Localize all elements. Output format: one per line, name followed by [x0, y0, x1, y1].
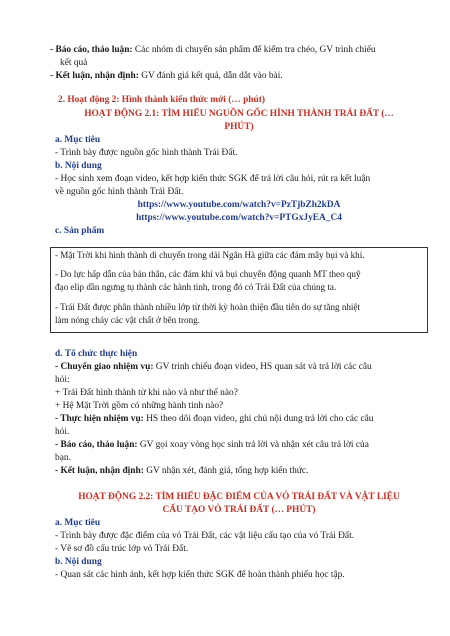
task-assignment-line-2: hỏi:	[55, 375, 70, 385]
conclusion-line	[55, 465, 308, 477]
intro-line-1	[50, 44, 376, 56]
activity-2-2-content-text: - Quan sát các hình ảnh, kết hợp kiến thức SGK để hoàn thành phiếu học tập.	[55, 570, 345, 580]
activity-2-2-objective-text-1: - Trình bày được đặc điểm của vỏ Trái Đất, các vật liệu cấu tạo của vỏ Trái Đất.	[55, 531, 355, 541]
report-label: - Báo cáo, thảo luận:	[55, 440, 138, 450]
task-assignment-label: - Chuyển giao nhiệm vụ:	[55, 362, 154, 372]
conclusion-label: - Kết luận, nhận định:	[55, 466, 144, 476]
activity-2-1-title-line-1: HOẠT ĐỘNG 2.1: TÌM HIỂU NGUỒN GỐC HÌNH THÀNH TRÁI ĐẤT (…	[84, 109, 394, 119]
intro-conclusion-label: - Kết luận, nhận định:	[50, 71, 139, 81]
objective-text: - Trình bày được nguồn gốc hình thành Trái Đất.	[55, 148, 238, 158]
intro-line-3	[50, 70, 283, 82]
activity-2-2-content-label: b. Nội dung	[55, 557, 102, 567]
intro-report-text: Các nhóm di chuyển sản phẩm để kiểm tra chéo, GV trình chiếu	[132, 45, 376, 55]
organization-label: d. Tổ chức thực hiện	[55, 349, 138, 359]
activity-2-1-title-line-2: PHÚT)	[224, 122, 254, 132]
product-line-2a: - Do lực hấp dẫn của bản thân, các đám khí và bụi chuyển động quanh MT theo quỹ	[55, 269, 361, 279]
question-2: + Hệ Mặt Trời gồm có những hành tinh nào?	[55, 401, 224, 411]
report-line	[55, 439, 369, 451]
product-line-3b: làm nóng chảy các vật chất ở bên trong.	[55, 315, 200, 325]
activity-2-2-title-line-2: CẤU TẠO VỎ TRÁI ĐẤT (… PHÚT)	[162, 505, 316, 515]
product-line-2b: đạo elip dần ngưng tụ thành các hành tinh, trong đó có Trái Đất của chúng ta.	[55, 282, 337, 292]
question-1: + Trái Đất hình thành từ khi nào và như thế nào?	[55, 388, 238, 398]
task-assignment-line	[55, 361, 372, 373]
task-execution-line	[55, 413, 373, 425]
product-line-1: - Mặt Trời khi hình thành di chuyển trong dải Ngân Hà giữa các đám mây bụi và khí.	[55, 250, 365, 260]
intro-line-2: kết quả	[60, 58, 88, 68]
content-text-1: - Học sinh xem đoạn video, kết hợp kiến thức SGK để trả lời câu hỏi, rút ra kết luận	[55, 174, 371, 184]
intro-report-label: - Báo cáo, thảo luận:	[50, 45, 133, 55]
report-line-2: bạn.	[55, 453, 71, 463]
task-execution-text: HS theo dõi đoạn video, ghi chú nội dung trả lời cho các câu	[143, 414, 374, 424]
activity-2-2-objective-label: a. Mục tiêu	[55, 518, 101, 528]
video-link-1[interactable]: https://www.youtube.com/watch?v=PzTjbZh2kDA	[137, 200, 341, 210]
content-text-2: về nguồn gốc hình thành Trái Đất.	[55, 187, 184, 197]
product-line-3a: - Trái Đất được phân thành nhiều lớp từ thời kỳ hoàn thiện đầu tiên do sự tăng nhiệt	[55, 302, 361, 312]
objective-label: a. Mục tiêu	[55, 135, 101, 145]
conclusion-text: GV nhận xét, đánh giá, tổng hợp kiến thức.	[143, 466, 309, 476]
activity-2-2-objective-text-2: - Vẽ sơ đồ cấu trúc lớp vỏ Trái Đất.	[55, 544, 189, 554]
intro-conclusion-text: GV đánh giá kết quả, dẫn dắt vào bài.	[138, 71, 283, 81]
section-heading: 2. Hoạt động 2: Hình thành kiến thức mới (… phút)	[58, 95, 265, 105]
report-text: GV gọi xoay vòng học sinh trả lời và nhận xét câu trả lời của	[137, 440, 369, 450]
content-label: b. Nội dung	[55, 161, 102, 171]
task-execution-label: - Thực hiện nhiệm vụ:	[55, 414, 144, 424]
task-assignment-text: GV trình chiếu đoạn video, HS quan sát và trả lời các câu	[153, 362, 372, 372]
product-label: c. Sản phẩm	[55, 226, 105, 236]
activity-2-2-title-line-1: HOẠT ĐỘNG 2.2: TÌM HIỂU ĐẶC ĐIỂM CỦA VỎ TRÁI ĐẤT VÀ VẬT LIỆU	[78, 492, 400, 502]
product-box	[50, 247, 428, 333]
task-execution-line-2: hỏi.	[55, 427, 70, 437]
video-link-2[interactable]: https://www.youtube.com/watch?v=PTGxJyEA_C4	[136, 213, 342, 223]
